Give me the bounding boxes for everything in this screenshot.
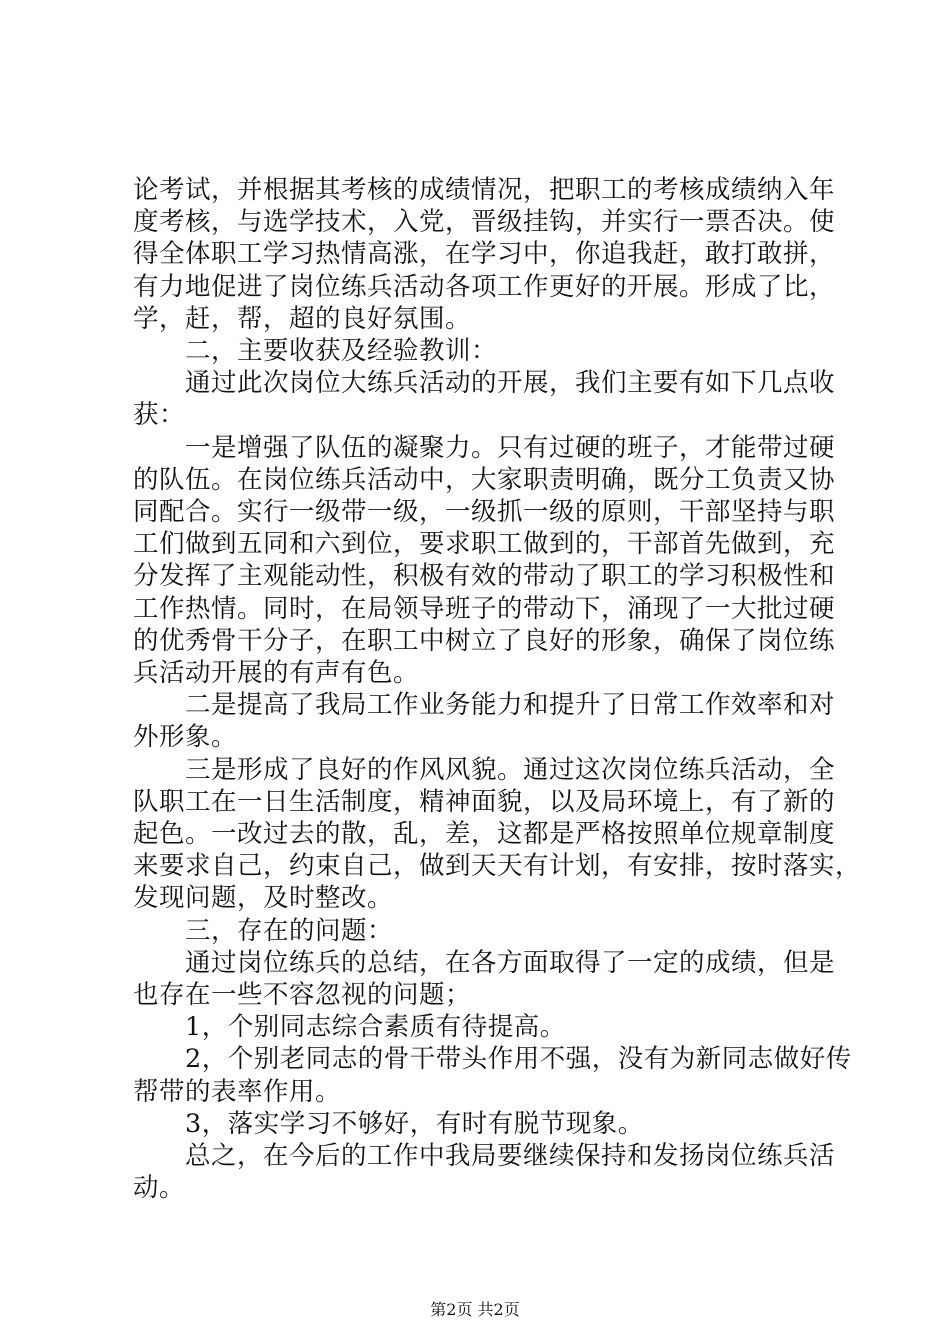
text-line: 也存在一些不容忽视的问题； xyxy=(133,980,472,1010)
text-line: 三是形成了良好的作风风貌。通过这次岗位练兵活动，全 xyxy=(133,754,836,785)
text-line: 兵活动开展的有声有色。 xyxy=(133,658,420,688)
text-line: 帮带的表率作用。 xyxy=(133,1076,342,1107)
text-line: 论考试，并根据其考核的成绩情况，把职工的考核成绩纳入年 xyxy=(133,175,836,205)
text-line: 有力地促进了岗位练兵活动各项工作更好的开展。形成了比， xyxy=(133,271,836,302)
text-line: 得全体职工学习热情高涨，在学习中，你追我赶，敢打敢拼， xyxy=(133,239,836,270)
text-line: 外形象。 xyxy=(133,722,238,753)
text-line: 的队伍。在岗位练兵活动中，大家职责明确，既分工负责又协 xyxy=(133,464,836,495)
text-line: 分发挥了主观能动性，积极有效的带动了职工的学习积极性和 xyxy=(133,561,836,592)
text-line: 总之，在今后的工作中我局要继续保持和发扬岗位练兵活 xyxy=(133,1141,836,1171)
text-line: 工作热情。同时，在局领导班子的带动下，涌现了一大批过硬 xyxy=(133,593,836,624)
page-footer: 第2页 共2页 xyxy=(430,1300,520,1319)
text-line: 队职工在一日生活制度，精神面貌，以及局环境上，有了新的 xyxy=(133,786,836,817)
text-line: 3，落实学习不够好，有时有脱节现象。 xyxy=(133,1108,644,1139)
text-line: 2，个别老同志的骨干带头作用不强，没有为新同志做好传 xyxy=(133,1044,852,1075)
text-line: 起色。一改过去的散，乱，差，这都是严格按照单位规章制度 xyxy=(133,819,836,849)
text-line: 同配合。实行一级带一级，一级抓一级的原则，干部坚持与职 xyxy=(133,497,836,527)
text-line: 发现问题，及时整改。 xyxy=(133,883,394,914)
text-line: 来要求自己，约束自己，做到天天有计划，有安排，按时落实， xyxy=(133,851,862,882)
text-line: 工们做到五同和六到位，要求职工做到的，干部首先做到，充 xyxy=(133,529,836,560)
text-line: 一是增强了队伍的凝聚力。只有过硬的班子，才能带过硬 xyxy=(133,432,836,463)
text-line: 通过此次岗位大练兵活动的开展，我们主要有如下几点收 xyxy=(133,368,836,399)
text-line: 二是提高了我局工作业务能力和提升了日常工作效率和对 xyxy=(133,690,836,721)
text-line: 的优秀骨干分子，在职工中树立了良好的形象，确保了岗位练 xyxy=(133,625,836,656)
text-line: 通过岗位练兵的总结，在各方面取得了一定的成绩，但是 xyxy=(133,947,836,978)
text-line: 度考核，与选学技术，入党，晋级挂钩，并实行一票否决。使 xyxy=(133,207,836,238)
section-heading: 三，存在的问题： xyxy=(133,915,394,946)
text-line: 1，个别同志综合素质有待提高。 xyxy=(133,1012,566,1043)
text-line: 获： xyxy=(133,400,186,431)
text-line: 学，赶，帮，超的良好氛围。 xyxy=(133,303,472,334)
text-line: 动。 xyxy=(133,1173,186,1204)
section-heading: 二，主要收获及经验教训： xyxy=(133,336,498,366)
